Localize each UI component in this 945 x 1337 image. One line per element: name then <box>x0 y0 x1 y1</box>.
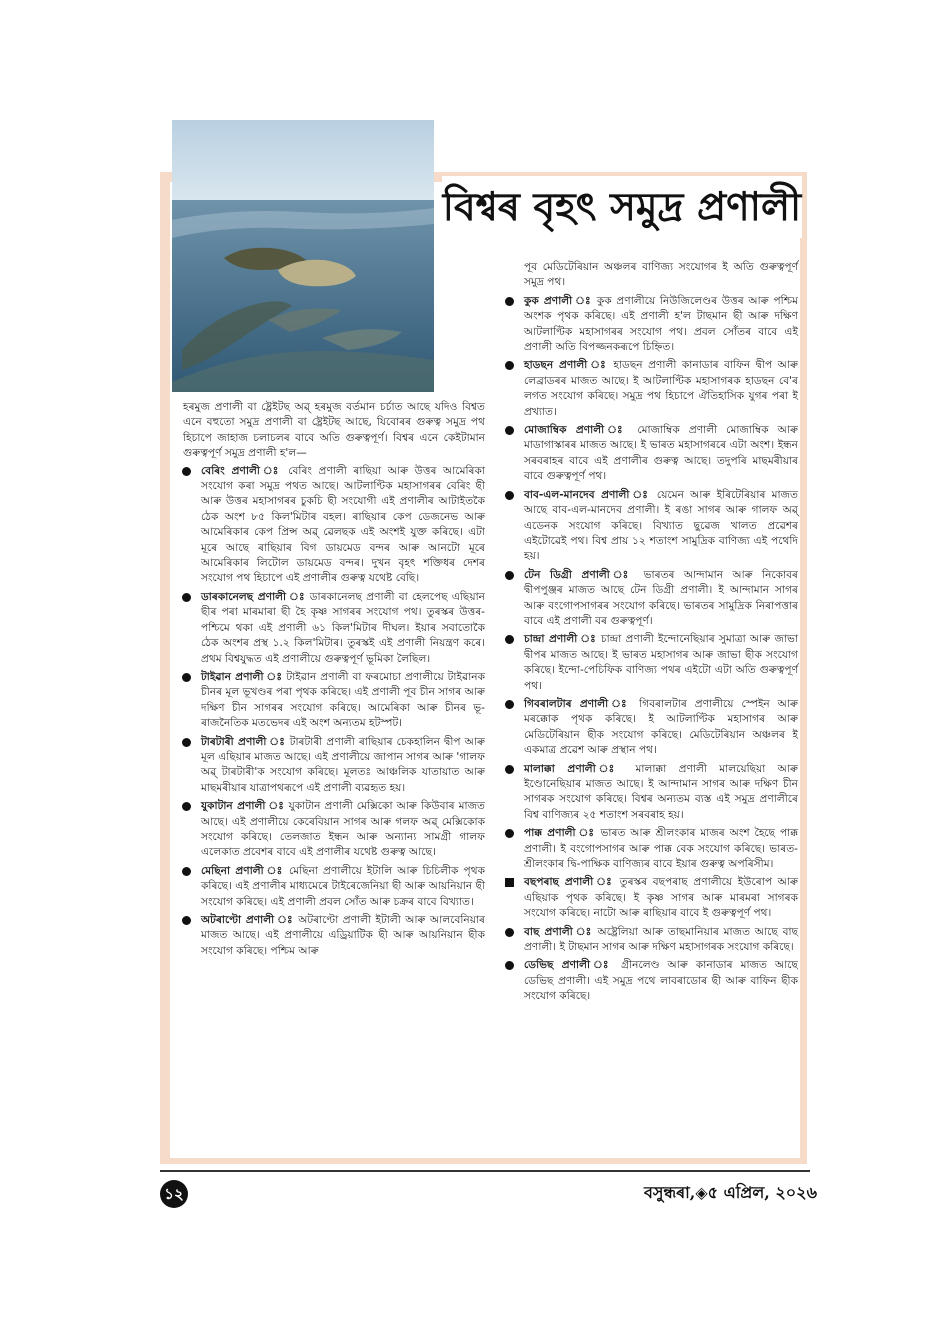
right-column <box>498 260 798 1008</box>
continued-paragraph: পূব মেডিটেৰিয়ান অঞ্চলৰ বাণিজ্য সংযোগৰ ই অতি গুৰুত্বপূৰ্ণ সমুদ্ৰ পথ। <box>524 261 798 289</box>
strait-description: গ্ৰীনলেণ্ড আৰু কানাডাৰ মাজত আছে ডেভিছ প্ৰণালী। এই সমুদ্ৰ পথে লাবৰাডোৰ ছী আৰু বাফিন ছীক সংযোগ কৰিছে। <box>524 959 798 1003</box>
strait-item <box>175 670 485 732</box>
strait-name: টাইৱান প্ৰণালী ঃ <box>201 670 283 683</box>
page-number: ১২ <box>160 1180 188 1208</box>
bullet-icon <box>182 802 191 811</box>
strait-name: বাব-এল-মানদেব প্ৰণালী ঃ <box>524 488 651 501</box>
strait-description: কুক প্ৰণালীয়ে নিউজিলেণ্ডৰ উত্তৰ আৰু পশ্চিম অংশক পৃথক কৰিছে। এই প্ৰণালী হ'ল টাছমান ছী আৰু দক্ষিণ আটলাণ্টিক মহাসাগৰৰ সংযোগ পথ। প্ৰবল সোঁতৰ বাবে এই প্ৰণালী অতি বিপজ্জনকৰূপে চিহ্নিত। <box>524 294 798 354</box>
bullet-icon <box>505 829 514 838</box>
strait-name: গিবৰালটাৰ প্ৰণালী ঃ <box>524 697 632 710</box>
strait-item <box>498 423 798 485</box>
strait-item <box>498 697 798 759</box>
strait-item <box>175 864 485 910</box>
bullet-icon <box>182 916 191 925</box>
strait-item <box>498 875 798 921</box>
strait-description: টাৰটাৰী প্ৰণালী ৰাছিয়াৰ চেকহালিন দ্বীপ আৰু মূল এছিয়াৰ মাজত আছে। এই প্ৰণালীয়ে জাপান সাগৰ আৰু 'গালফ অৱ্ টাৰটাৰী'ক সংযোগ কৰিছে। মূলতঃ আঞ্চলিক যাতায়াত আৰু মাছমৰীয়াৰ যাত্ৰাপথৰূপে এই প্ৰণালী ব্যৱহৃত হয়। <box>201 735 485 794</box>
strait-description: অটৰাণ্টো প্ৰণালী ইটালী আৰু আলবেনিয়াৰ মাজত আছে। এই প্ৰণালীয়ে এড্ৰিয়াটিক ছী আৰু আয়নিয়ান ছীক সংযোগ কৰিছে। পশ্চিম আৰু <box>201 914 485 957</box>
bullet-icon <box>505 961 514 970</box>
strait-description: মালাক্কা প্ৰণালী মালয়েছিয়া আৰু ইণ্ডোনেছিয়াৰ মাজত আছে। ই আন্দামান সাগৰ আৰু দক্ষিণ চীন সাগৰক সংযোগ কৰিছে। বিশ্বৰ অন্যতম ব্যস্ত এই সমুদ্ৰ প্ৰণালীৰে বিশ্ব বাণিজ্যৰ ২৫ শতাংশ সৰবৰাহ হয়। <box>524 762 798 821</box>
strait-item <box>498 488 798 565</box>
strait-name: টেন ডিগ্ৰী প্ৰণালী ঃ <box>524 568 635 581</box>
strait-item <box>498 568 798 630</box>
strait-description: বেৰিং প্ৰণালী ৰাছিয়া আৰু উত্তৰ আমেৰিকা সংযোগ কৰা সমুদ্ৰ পথত আছে। আটলাণ্টিক মহাসাগৰৰ বেৰিং ছী আৰু উত্তৰ মহাসাগৰৰ চুকচি ছী সংযোগী এই প্ৰণালীৰ আটাইতকৈ ঠেক অংশ ৮৫ কিল'মিটাৰ বহল। ৰাছিয়াৰ কেপ ডেজনেভ আৰু আমেৰিকাৰ কেপ প্ৰিন্স অৱ্ ৱেলছক এই অংশই যুক্ত কৰিছে। এটা মূৰে আছে ৰাছিয়াৰ বিগ ডায়মেড বন্দৰ আৰু আনটো মূৰে আমেৰিকাৰ লিটোল ডায়মেড বন্দৰ। দুখন বৃহৎ শক্তিধৰ দেশৰ সংযোগ পথ হিচাপে এই প্ৰণালীৰ গুৰুত্ব যথেষ্ট বেছি। <box>201 464 485 585</box>
strait-name: কুক প্ৰণালী ঃ <box>524 294 593 307</box>
bullet-icon <box>505 928 514 937</box>
strait-description: মেছিনা প্ৰণালীয়ে ইটালি আৰু চিচিলীক পৃথক কৰিছে। এই প্ৰণালীৰ মাধ্যমেৰে টাইৰেজেনিয়া ছী আৰু আয়নিয়ান ছী সংযোগ কৰিছে। এই প্ৰণালী প্ৰবল সোঁত আৰু চক্ৰৰ বাবে বিখ্যাত। <box>201 864 485 908</box>
bullet-icon <box>505 765 514 774</box>
strait-item <box>175 735 485 797</box>
strait-description: গিবৰালটাৰ প্ৰণালীয়ে স্পেইন আৰু মৰক্কোক পৃথক কৰিছে। ই আটলাণ্টিক মহাসাগৰ আৰু মেডিটেৰিয়ান ছীক সংযোগ কৰিছে। মেডিটেৰিয়ান অঞ্চলৰ ই একমাত্ৰ প্ৰৱেশ আৰু প্ৰস্থান পথ। <box>524 697 798 757</box>
intro-paragraph: হৰমুজ প্ৰণালী বা ষ্ট্ৰেইটছ অৱ্ হৰমুজ বৰ্তমান চৰ্চাত আছে যদিও বিশ্বত এনে বহুতো সমুদ্ৰ প্ৰণালী বা ষ্ট্ৰেইটছ আছে, যিবোৰৰ গুৰুত্ব সমুদ্ৰ পথ হিচাপে জাহাজ চলাচলৰ বাবে অতি গুৰুত্বপূৰ্ণ। বিশ্বৰ এনে কেইটামান গুৰুত্বপূৰ্ণ সমুদ্ৰ প্ৰণালী হ'ল— <box>183 401 485 460</box>
bullet-icon <box>505 635 514 644</box>
bullet-icon <box>505 426 514 435</box>
strait-description: ডাৰকানেলছ প্ৰণালী বা হেলপেছ এছিয়ান ছীৰ পৰা মাৰমাৰা ছী হৈ কৃষ্ণ সাগৰৰ সংযোগ পথ। তুৰস্কৰ উত্তৰ-পশ্চিমে থকা এই প্ৰণালী ৬১ কিল'মিটাৰ দীঘল। ইয়াৰ সবাতোকৈ ঠেক অংশৰ প্ৰস্থ ১.২ কিল'মিটাৰ। তুৰস্কই এই প্ৰণালী নিয়ন্ত্ৰণ কৰে। প্ৰথম বিশ্বযুদ্ধত এই প্ৰণালীয়ে গুৰুত্বপূৰ্ণ ভূমিকা লৈছিল। <box>201 590 485 665</box>
strait-description: যুকাটান প্ৰণালী মেক্সিকো আৰু কিউবাৰ মাজত আছে। এই প্ৰণালীয়ে কেৰেবিয়ান সাগৰ আৰু গলফ অৱ্ মেক্সিকোক সংযোগ কৰিছে। তেলজাত ইন্ধন আৰু অন্যান্য সামগ্ৰী গালফ এলেকাত প্ৰবেশৰ বাবে এই প্ৰণালীৰ যথেষ্ট গুৰুত্ব আছে। <box>201 800 485 859</box>
strait-item <box>175 913 485 959</box>
strait-description: টাইৱান প্ৰণালী বা ফৰমোচা প্ৰণালীয়ে টাইৱানক চীনৰ মূল ভূখণ্ডৰ পৰা পৃথক কৰিছে। এই প্ৰণালী পূব চীন সাগৰ আৰু দক্ষিণ চীন সাগৰৰ সংযোগ কৰিছে। আমেৰিকা আৰু চীনৰ ভূ-ৰাজনৈতিক মতভেদৰ এই অংশ অন্যতম হটস্পট। <box>201 670 485 730</box>
bullet-icon <box>182 467 191 476</box>
strait-name: বাছ প্ৰণালী ঃ <box>524 925 593 938</box>
strait-description: ভাৰত আৰু শ্ৰীলংকাৰ মাজৰ অংশ হৈছে পাক্ক প্ৰণালী। ই বংগোপসাগৰ আৰু পাক্ক বেক সংযোগ কৰিছে। ভাৰত-শ্ৰীলংকাৰ দ্বি-পাক্ষিক বাণিজ্যৰ বাবে ইয়াৰ গুৰুত্ব অপৰিসীম। <box>524 827 799 871</box>
bullet-icon <box>182 867 191 876</box>
strait-item <box>498 294 798 356</box>
strait-name: বেৰিং প্ৰণালী ঃ <box>201 464 282 477</box>
strait-item <box>498 925 798 956</box>
bullet-icon <box>505 700 514 709</box>
bullet-icon <box>182 738 191 747</box>
bullet-icon <box>505 571 514 580</box>
strait-name: যুকাটান প্ৰণালী ঃ <box>201 800 285 813</box>
strait-name: মেছিনা প্ৰণালী ঃ <box>201 864 284 877</box>
publication-date: বসুন্ধৰা,◈৫ এপ্ৰিল, ২০২৬ <box>644 1183 817 1202</box>
strait-list-right <box>498 294 798 1005</box>
strait-description: তুৰস্কৰ বছপৰাছ প্ৰণালীয়ে ইউৰোপ আৰু এছিয়াক পৃথক কৰিছে। ই কৃষ্ণ সাগৰ আৰু মাৰমৰা সাগৰক সংযোগ কৰিছে। নাটো আৰু ৰাছিয়াৰ বাবে ই গুৰুত্বপূৰ্ণ পথ। <box>524 876 798 920</box>
strait-item <box>175 799 485 861</box>
strait-item <box>498 762 798 824</box>
strait-description: ভাৰতৰ আন্দামান আৰু নিকোবৰ দ্বীপপুঞ্জৰ মাজত আছে টেন ডিগ্ৰী প্ৰণালী। ই আন্দামান সাগৰ আৰু বংগোপসাগৰৰ সংযোগ কৰিছে। ভাৰতৰ সামুদ্ৰিক নিৰাপত্তাৰ বাবে এই প্ৰণালী বৰ গুৰুত্বপূৰ্ণ। <box>524 568 798 627</box>
strait-name: মালাক্কা প্ৰণালী ঃ <box>524 762 624 775</box>
left-column <box>175 400 485 962</box>
strait-description: অষ্ট্ৰেলিয়া আৰু তাছমানিয়াৰ মাজত আছে বাছ প্ৰণালী। ই টাছমান সাগৰ আৰু দক্ষিণ মহাসাগৰক সংযোগ কৰিছে। <box>524 925 799 954</box>
strait-name: অটৰাণ্টো প্ৰণালী ঃ <box>201 914 294 926</box>
strait-name: বছপৰাছ প্ৰণালী ঃ <box>524 876 614 889</box>
bullet-icon <box>182 593 191 602</box>
bullet-icon <box>505 491 514 500</box>
article-title: বিশ্বৰ বৃহৎ সমুদ্ৰ প্ৰণালী <box>442 176 802 238</box>
strait-name: টাৰটাৰী প্ৰণালী ঃ <box>201 735 286 748</box>
strait-name: চান্দ্ৰা প্ৰণালী ঃ <box>524 633 597 646</box>
strait-description: য়েমেন আৰু ইৰিটেৰিয়াৰ মাজত আছে বাব-এল-মানদেব প্ৰণালী। ই ৰঙা সাগৰ আৰু গালফ অৱ্ এডেনক সংযোগ কৰিছে। বিখ্যাত ছুৱেজ খালত প্ৰৱেশৰ এইটোৱেই পথ। বিশ্ব প্ৰায় ১২ শতাংশ সামুদ্ৰিক বাণিজ্য এই পথেদি হয়। <box>524 488 798 563</box>
strait-item <box>498 358 798 420</box>
strait-name: ডেভিছ প্ৰণালী ঃ <box>524 959 614 972</box>
strait-description: হাডছন প্ৰণালী কানাডাৰ বাফিন দ্বীপ আৰু লেব্ৰাডৰৰ মাজত আছে। ই আটলাণ্টিক মহাসাগৰক হাডছন বে'ৰ লগত সংযোগ কৰিছে। সমুদ্ৰ পথ হিচাপে ঐতিহাসিক যুগৰ পৰা ই প্ৰখ্যাত। <box>524 359 798 418</box>
strait-name: হাডছন প্ৰণালী ঃ <box>524 359 608 372</box>
strait-description: চান্দ্ৰা প্ৰণালী ইন্দোনেছিয়াৰ সুমাত্ৰা আৰু জাভা দ্বীপৰ মাজত আছে। ই ভাৰত মহাসাগৰ আৰু জাভা ছীক সংযোগ কৰিছে। ইন্দো-পেচিফিক বাণিজ্য পথৰ এইটো এটা অতি গুৰুত্বপূৰ্ণ পথ। <box>524 633 798 692</box>
bullet-icon <box>182 673 191 682</box>
bullet-icon <box>505 361 514 370</box>
strait-name: পাক্ক প্ৰণালী ঃ <box>524 827 596 840</box>
aerial-strait-photo <box>172 120 434 392</box>
strait-item <box>175 464 485 587</box>
strait-item <box>498 958 798 1004</box>
footer-rule <box>160 1170 810 1172</box>
strait-name: ডাৰকানেলছ প্ৰণালী ঃ <box>201 590 306 603</box>
bullet-icon <box>505 297 514 306</box>
square-bullet-icon <box>505 878 514 887</box>
strait-description: মোজাম্বিক প্ৰণালী মোজাম্বিক আৰু মাডাগাস্কাৰৰ মাজত আছে। ই ভাৰত মহাসাগৰৰে এটা অংশ। ইন্ধন সৰবৰাহৰ বাবে এই প্ৰণালীৰ গুৰুত্ব আছে। তদুপৰি মাছমৰীয়াৰ বাবে গুৰুত্বপূৰ্ণ পথ। <box>524 424 798 483</box>
strait-list-left <box>175 464 485 960</box>
strait-item <box>498 632 798 694</box>
strait-name: মোজাম্বিক প্ৰণালী ঃ <box>524 424 629 437</box>
strait-item <box>175 590 485 667</box>
strait-item <box>498 826 798 872</box>
